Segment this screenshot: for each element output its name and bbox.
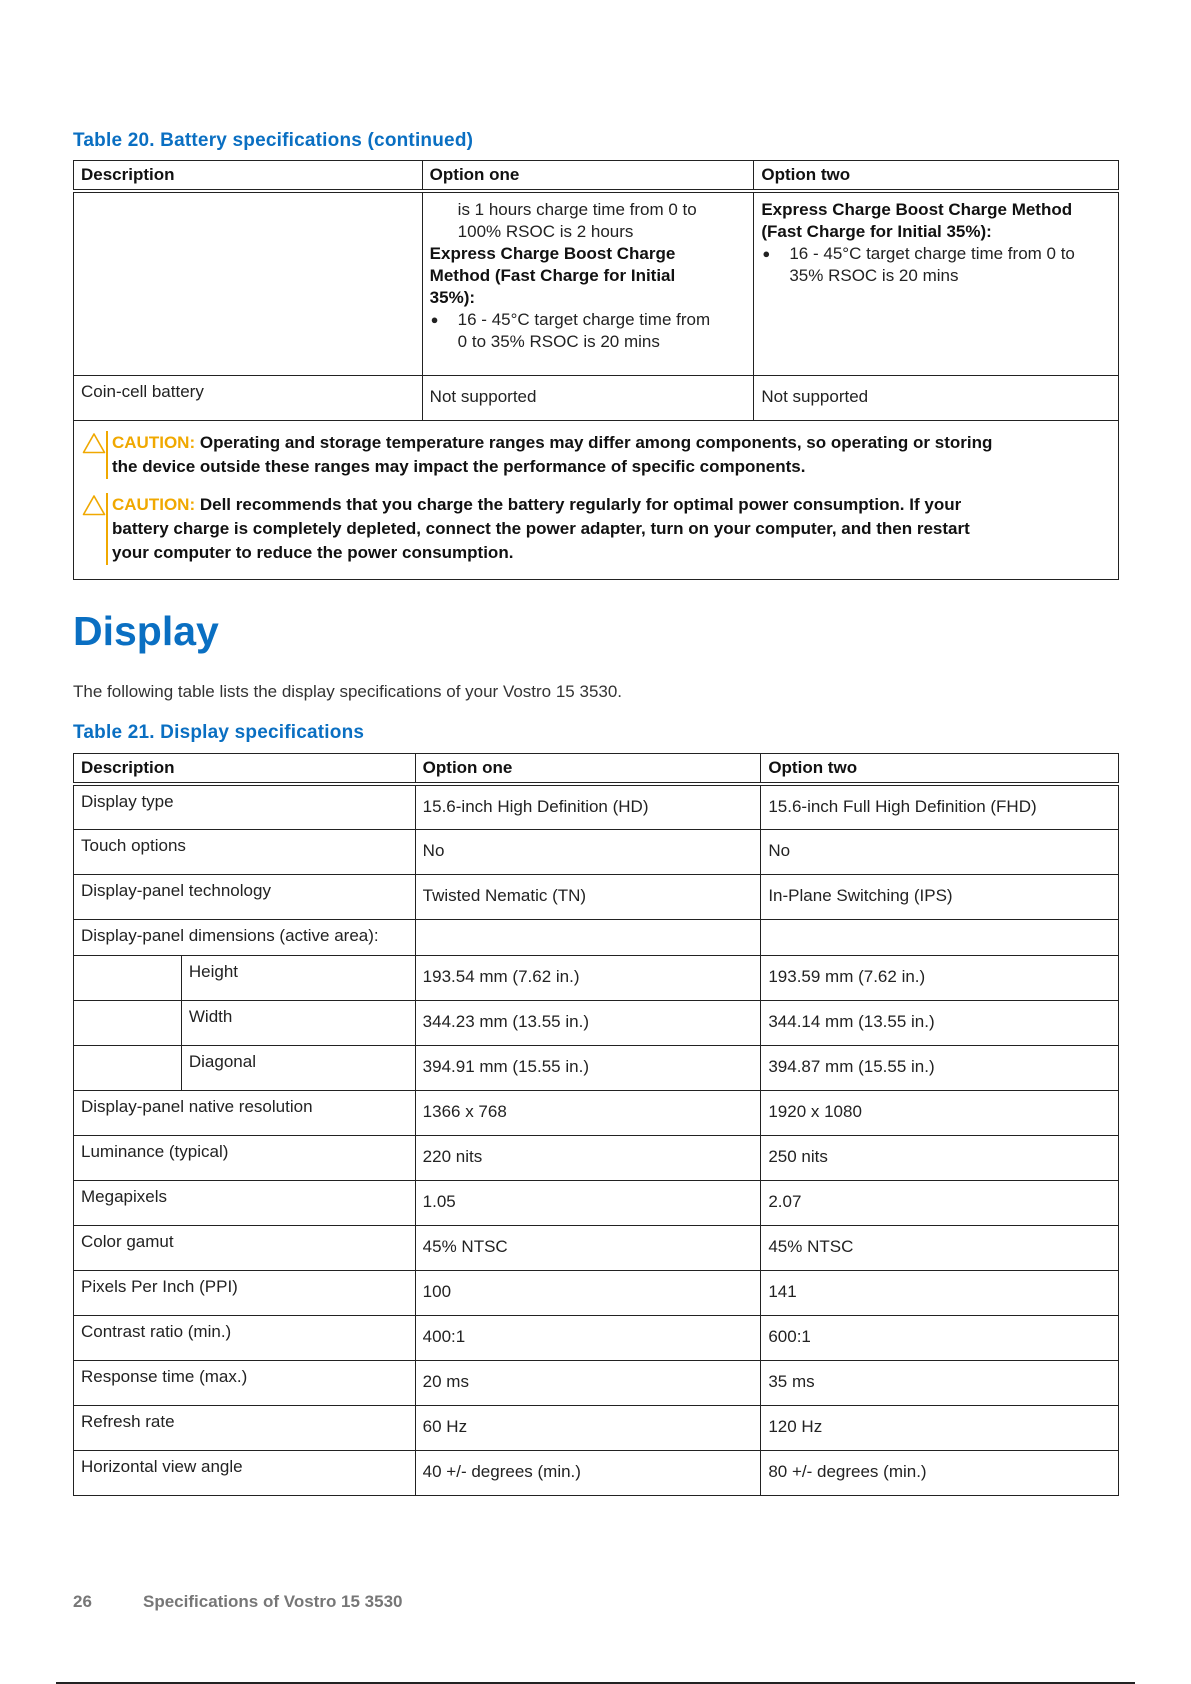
table-cell: 193.59 mm (7.62 in.) xyxy=(761,955,1119,1000)
caution-notice xyxy=(82,431,1110,479)
display-table-caption: Table 21. Display specifications xyxy=(73,722,365,743)
table-row xyxy=(74,1180,1119,1225)
table-row xyxy=(74,874,1119,919)
table-cell-description: Contrast ratio (min.) xyxy=(74,1315,416,1360)
table-cell: 120 Hz xyxy=(761,1405,1119,1450)
table-cell: 80 +/- degrees (min.) xyxy=(761,1450,1119,1495)
table-cell-empty xyxy=(74,1045,182,1090)
table-cell: 141 xyxy=(761,1270,1119,1315)
table-row xyxy=(74,1090,1119,1135)
table-cell: 15.6-inch High Definition (HD) xyxy=(415,784,761,829)
caution-cell xyxy=(74,420,1119,579)
cell-bold-text: Express Charge Boost Charge xyxy=(429,244,676,263)
table-cell: 20 ms xyxy=(415,1360,761,1405)
table-cell: In-Plane Switching (IPS) xyxy=(761,874,1119,919)
table-cell-description: Color gamut xyxy=(74,1225,416,1270)
table-row xyxy=(74,1360,1119,1405)
table-cell: 15.6-inch Full High Definition (FHD) xyxy=(761,784,1119,829)
cell-bold-text: Express Charge Boost Charge Method xyxy=(761,200,1073,219)
table-row xyxy=(74,784,1119,829)
table-row xyxy=(74,1270,1119,1315)
cell-bold-text: Method (Fast Charge for Initial xyxy=(429,266,676,285)
caution-triangle-icon xyxy=(82,432,106,459)
footer-divider xyxy=(56,1682,1135,1684)
column-header-description: Description xyxy=(74,754,416,785)
table-cell: 220 nits xyxy=(415,1135,761,1180)
battery-spec-table xyxy=(73,160,1119,580)
table-row xyxy=(74,1405,1119,1450)
bullet-item: ● 16 - 45°C target charge time from 0 to xyxy=(761,243,1111,265)
bullet-item: ● 16 - 45°C target charge time from xyxy=(430,309,747,331)
column-header-option-one: Option one xyxy=(422,161,754,192)
table-cell: Not supported xyxy=(754,375,1119,420)
table-cell: No xyxy=(761,829,1119,874)
table-cell: 1366 x 768 xyxy=(415,1090,761,1135)
table-cell: 400:1 xyxy=(415,1315,761,1360)
table-cell-description: Width xyxy=(181,1000,415,1045)
cell-bold-text: (Fast Charge for Initial 35%): xyxy=(761,222,992,241)
table-cell xyxy=(754,191,1119,375)
battery-table-caption: Table 20. Battery specifications (continued) xyxy=(73,130,474,151)
table-row xyxy=(74,1045,1119,1090)
table-cell-description: Refresh rate xyxy=(74,1405,416,1450)
caution-row xyxy=(74,420,1119,579)
table-cell-description: Luminance (typical) xyxy=(74,1135,416,1180)
table-cell-empty xyxy=(761,919,1119,955)
column-header-description: Description xyxy=(74,161,423,192)
cell-text: 0 to 35% RSOC is 20 mins xyxy=(457,332,660,351)
table-row xyxy=(74,1000,1119,1045)
caution-text: your computer to reduce the power consumption. xyxy=(112,542,514,562)
table-row xyxy=(74,1315,1119,1360)
table-cell: 394.87 mm (15.55 in.) xyxy=(761,1045,1119,1090)
table-cell: 45% NTSC xyxy=(415,1225,761,1270)
table-cell: 1.05 xyxy=(415,1180,761,1225)
table-cell: Not supported xyxy=(422,375,754,420)
caution-text: battery charge is completely depleted, connect the power adapter, turn on your computer, and then restart xyxy=(112,518,970,538)
table-cell-description: Display-panel technology xyxy=(74,874,416,919)
cell-bold-text: 35%): xyxy=(429,288,476,307)
table-cell-description: Coin-cell battery xyxy=(74,375,423,420)
table-cell: 100 xyxy=(415,1270,761,1315)
table-cell-empty xyxy=(74,191,423,375)
table-row xyxy=(74,375,1119,420)
table-cell-description: Display-panel dimensions (active area): xyxy=(74,919,416,955)
table-cell: 250 nits xyxy=(761,1135,1119,1180)
caution-label: CAUTION: xyxy=(112,432,196,452)
table-cell-description: Megapixels xyxy=(74,1180,416,1225)
section-intro: The following table lists the display specifications of your Vostro 15 3530. xyxy=(73,682,623,701)
table-cell: No xyxy=(415,829,761,874)
table-cell-empty xyxy=(74,1000,182,1045)
column-header-option-two: Option two xyxy=(761,754,1119,785)
table-cell-empty xyxy=(74,955,182,1000)
table-cell: 40 +/- degrees (min.) xyxy=(415,1450,761,1495)
section-heading-display: Display xyxy=(73,608,219,654)
footer-title: Specifications of Vostro 15 3530 xyxy=(143,1592,403,1611)
table-cell: 394.91 mm (15.55 in.) xyxy=(415,1045,761,1090)
table-cell-description: Diagonal xyxy=(181,1045,415,1090)
table-cell: 344.23 mm (13.55 in.) xyxy=(415,1000,761,1045)
table-row xyxy=(74,1135,1119,1180)
table-row xyxy=(74,1225,1119,1270)
table-row xyxy=(74,829,1119,874)
page-number: 26 xyxy=(73,1592,92,1611)
table-cell: 193.54 mm (7.62 in.) xyxy=(415,955,761,1000)
table-row xyxy=(74,955,1119,1000)
table-cell-description: Response time (max.) xyxy=(74,1360,416,1405)
cell-text: is 1 hours charge time from 0 to xyxy=(457,200,697,219)
table-cell: 35 ms xyxy=(761,1360,1119,1405)
table-cell-description: Pixels Per Inch (PPI) xyxy=(74,1270,416,1315)
column-header-option-two: Option two xyxy=(754,161,1119,192)
table-cell: 45% NTSC xyxy=(761,1225,1119,1270)
table-cell xyxy=(422,191,754,375)
table-cell-description: Touch options xyxy=(74,829,416,874)
table-row xyxy=(74,1450,1119,1495)
table-cell-description: Display-panel native resolution xyxy=(74,1090,416,1135)
table-cell-description: Display type xyxy=(74,784,416,829)
caution-text: Dell recommends that you charge the battery regularly for optimal power consumption. If your xyxy=(199,494,962,514)
table-cell: 60 Hz xyxy=(415,1405,761,1450)
caution-notice xyxy=(82,493,1110,565)
display-spec-table xyxy=(73,753,1119,1496)
table-row xyxy=(74,191,1119,375)
table-cell: 1920 x 1080 xyxy=(761,1090,1119,1135)
table-cell-description: Horizontal view angle xyxy=(74,1450,416,1495)
table-cell: 600:1 xyxy=(761,1315,1119,1360)
page-footer xyxy=(73,1592,403,1612)
caution-text: Operating and storage temperature ranges may differ among components, so operating or storing xyxy=(199,432,993,452)
table-cell: 344.14 mm (13.55 in.) xyxy=(761,1000,1119,1045)
cell-text: 100% RSOC is 2 hours xyxy=(457,222,634,241)
caution-text: the device outside these ranges may impact the performance of specific components. xyxy=(112,456,806,476)
table-cell: 2.07 xyxy=(761,1180,1119,1225)
table-cell: Twisted Nematic (TN) xyxy=(415,874,761,919)
table-cell-description: Height xyxy=(181,955,415,1000)
caution-triangle-icon xyxy=(82,494,106,521)
table-cell-empty xyxy=(415,919,761,955)
cell-text: 35% RSOC is 20 mins xyxy=(789,266,959,285)
table-row xyxy=(74,919,1119,955)
column-header-option-one: Option one xyxy=(415,754,761,785)
caution-label: CAUTION: xyxy=(112,494,196,514)
